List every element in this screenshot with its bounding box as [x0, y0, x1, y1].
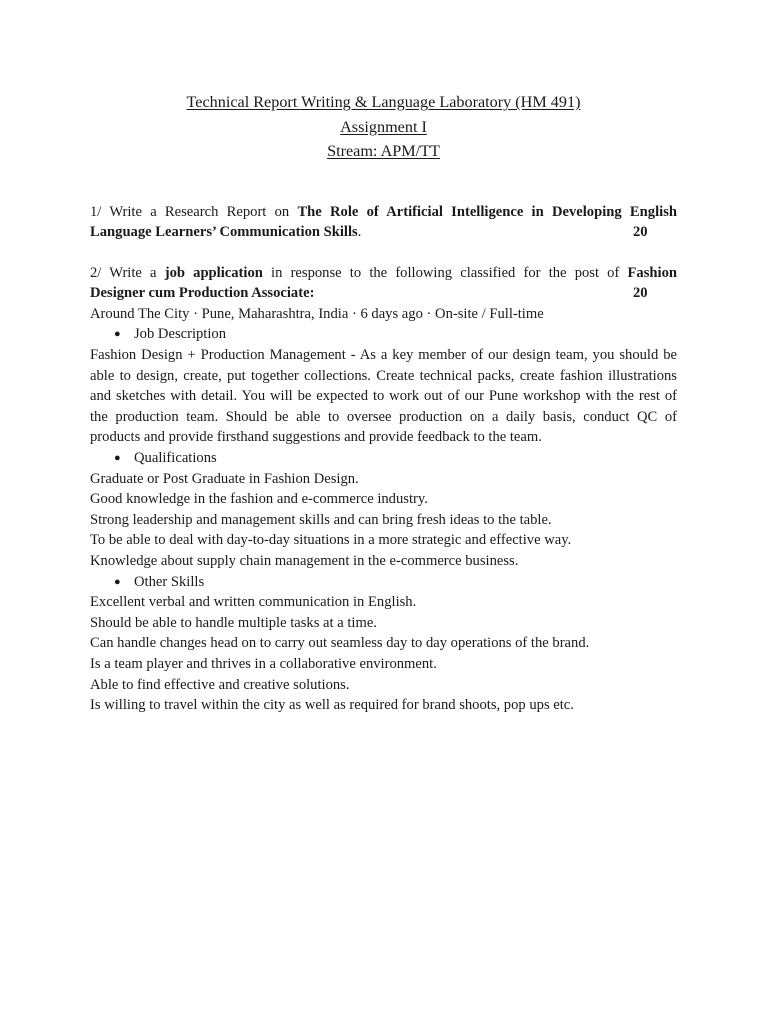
question-1-line-1	[90, 202, 677, 223]
qualification-item: Knowledge about supply chain management in the e-commerce business.	[90, 553, 519, 569]
question-2-marks: 20	[633, 285, 648, 302]
qualification-item: Graduate or Post Graduate in Fashion Design.	[90, 470, 359, 487]
qualification-item: Good knowledge in the fashion and e-commerce industry.	[90, 491, 428, 508]
question-1-topic-line-1: The Role of Artificial Intelligence in Developing English	[297, 203, 677, 220]
job-description-heading: Job Description	[134, 326, 227, 343]
other-skills-list	[90, 592, 677, 716]
question-2-prefix: 2/ Write a	[90, 264, 165, 281]
course-title: Technical Report Writing & Language Laboratory (HM 491)	[186, 93, 581, 111]
question-1-line-2	[90, 222, 677, 243]
qualification-item: To be able to deal with day-to-day situations in a more strategic and effective way.	[90, 532, 572, 549]
other-skill-item: Is willing to travel within the city as well as required for brand shoots, pop ups etc.	[90, 697, 574, 714]
stream-label: Stream: APM/TT	[327, 142, 440, 160]
qualifications-heading: Qualifications	[134, 450, 217, 467]
other-skill-item: Can handle changes head on to carry out seamless day to day operations of the brand.	[90, 635, 590, 652]
other-skill-item: Is a team player and thrives in a collaborative environment.	[90, 655, 437, 672]
job-description-line: products and provide firsthand suggestions and provide feedback to the team.	[90, 429, 542, 446]
other-skills-heading: Other Skills	[134, 573, 205, 590]
qualifications-list	[90, 469, 677, 572]
question-2-post-line-1: Fashion	[627, 264, 677, 281]
other-skills-bullet	[90, 572, 677, 593]
assignment-title: Assignment I	[340, 117, 427, 136]
question-1	[90, 202, 677, 243]
bullet-dot-icon: ●	[114, 452, 121, 465]
question-2-task: job application	[164, 264, 263, 281]
company-line: Around The City · Pune, Maharashtra, India · 6 days ago · On-site / Full-time	[90, 305, 544, 322]
question-1-suffix: .	[357, 224, 362, 241]
question-2-post-line-2: Designer cum Production Associate:	[90, 285, 315, 302]
document-page	[90, 90, 677, 716]
bullet-dot-icon: ●	[114, 575, 121, 588]
job-description-text	[90, 345, 677, 448]
job-description-line: able to design, create, put together collections. Create technical packs, create fashion illustrations	[90, 367, 677, 384]
other-skill-item: Able to find effective and creative solutions.	[90, 676, 350, 693]
question-1-prefix: 1/ Write a Research Report on	[90, 203, 298, 220]
question-1-topic-line-2: Language Learners’ Communication Skills	[90, 224, 358, 241]
question-2-line-2	[90, 283, 677, 304]
question-2-line-1	[90, 263, 677, 284]
job-description-line: Fashion Design + Production Management - As a key member of our design team, you should be	[90, 347, 677, 364]
qualification-item: Strong leadership and management skills and can bring fresh ideas to the table.	[90, 511, 552, 528]
question-2-middle: in response to the following classified for the post of	[262, 264, 628, 281]
job-description-line: the production team. Should be able to oversee production on a daily basis, conduct QC of	[90, 408, 677, 425]
question-1-marks: 20	[633, 224, 648, 241]
qualifications-bullet	[90, 448, 677, 469]
document-header	[90, 90, 677, 164]
job-description-bullet	[90, 324, 677, 345]
bullet-dot-icon: ●	[114, 328, 121, 341]
job-description-line: and sketches with detail. You will be expected to work out of our Pune workshop with the rest of	[90, 388, 677, 405]
question-2	[90, 263, 677, 716]
other-skill-item: Should be able to handle multiple tasks at a time.	[90, 614, 377, 631]
other-skill-item: Excellent verbal and written communication in English.	[90, 594, 417, 611]
